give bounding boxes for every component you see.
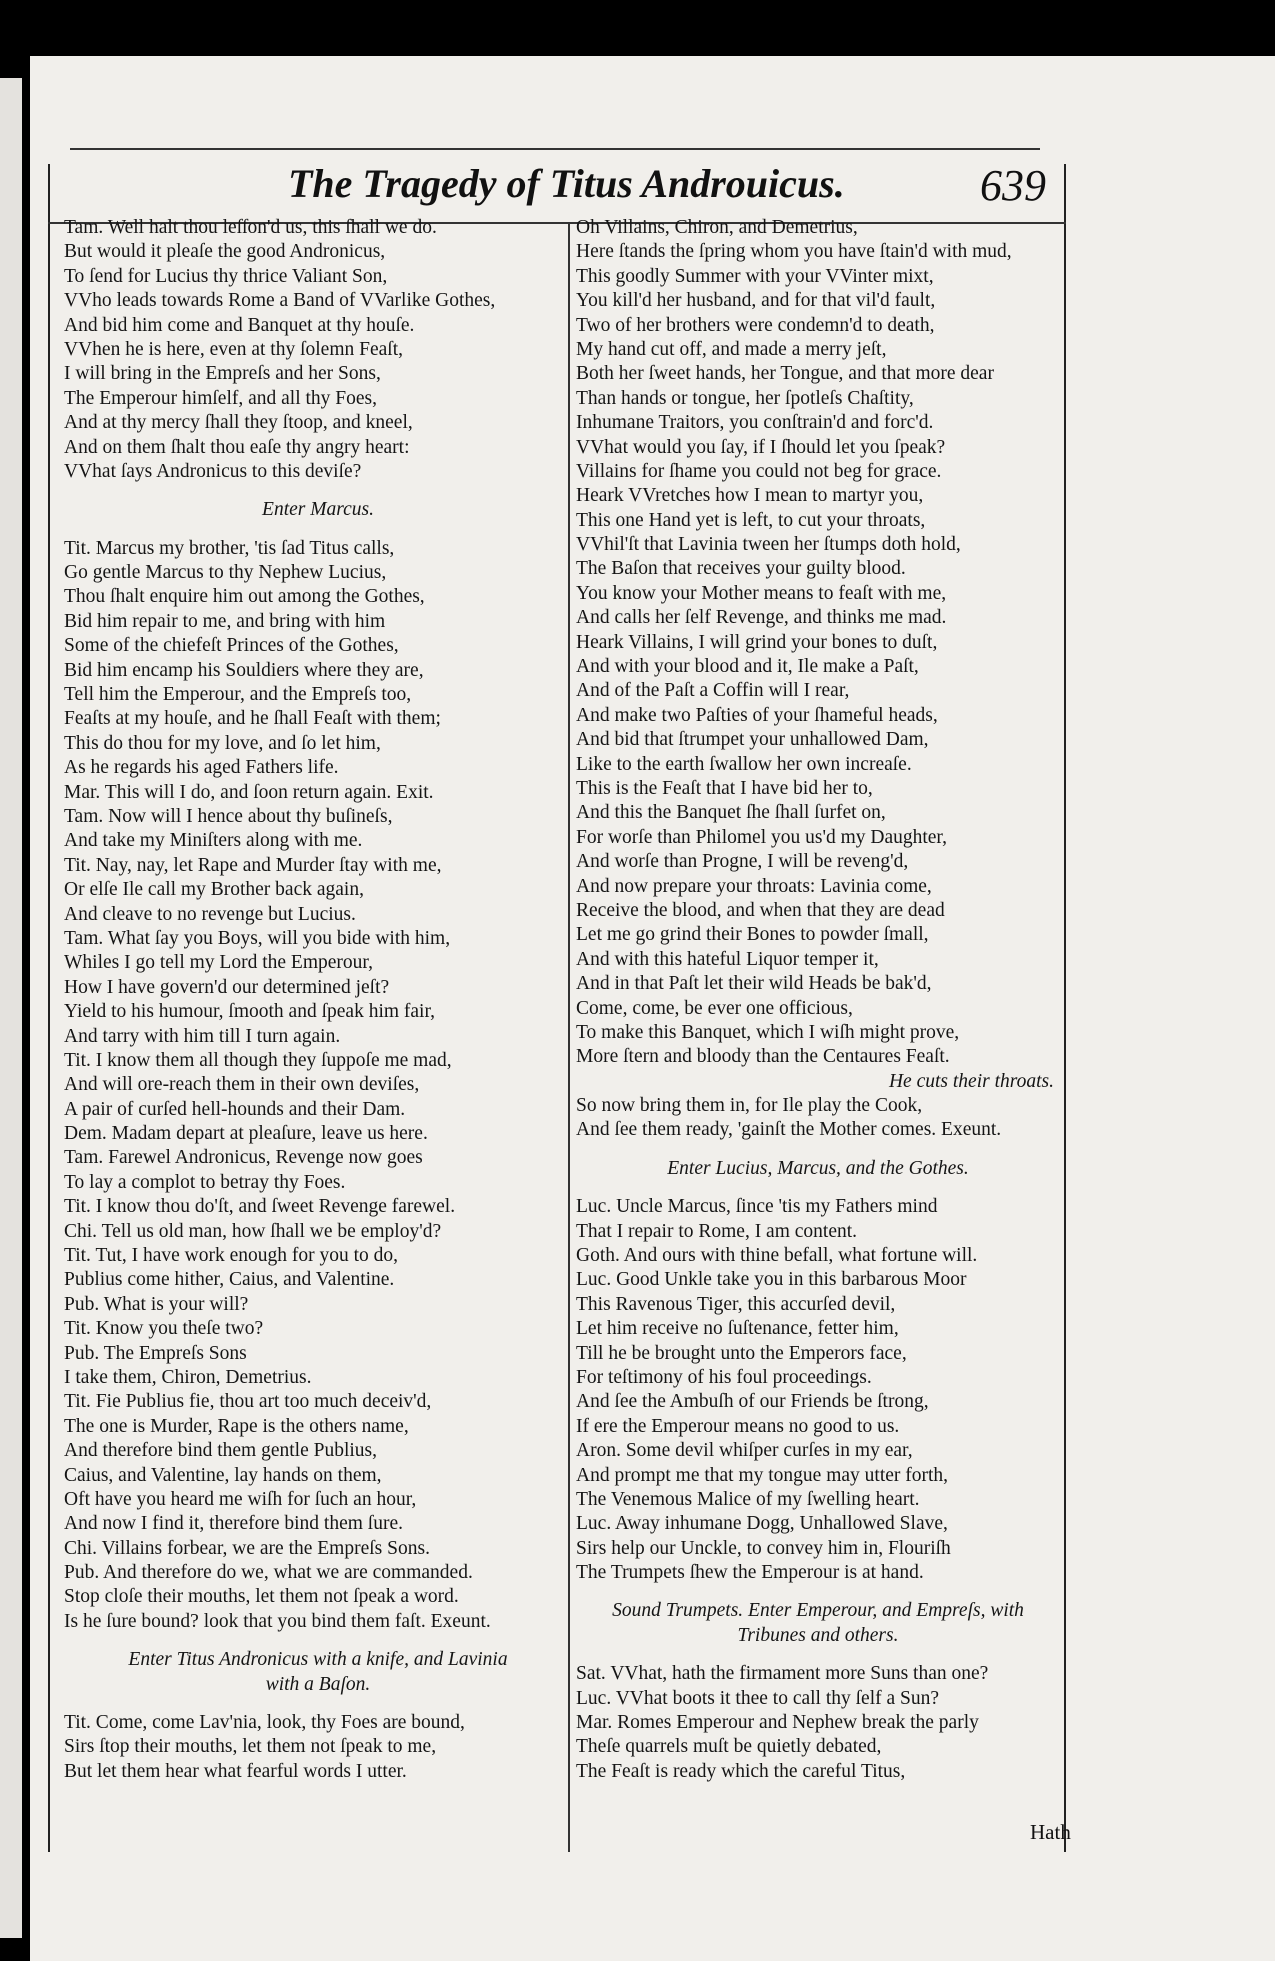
- text-line: And calls her ſelf Revenge, and thinks me mad.: [576, 607, 947, 629]
- text-line: He cuts their throats.: [888, 1070, 1054, 1092]
- text-line: Two of her brothers were condemn'd to death,: [576, 314, 935, 336]
- text-line: Tit. Come, come Lav'nia, look, thy Foes are bound,: [64, 1712, 465, 1734]
- text-line: Come, come, be ever one officious,: [576, 997, 853, 1019]
- text-line: Is he ſure bound? look that you bind them faſt. Exeunt.: [64, 1610, 491, 1632]
- text-line: VVho leads towards Rome a Band of VVarlike Gothes,: [64, 290, 496, 312]
- text-line: This one Hand yet is left, to cut your throats,: [576, 509, 926, 531]
- text-line: A pair of curſed hell-hounds and their Dam.: [64, 1098, 406, 1120]
- stage-direction: Enter Marcus.: [262, 499, 374, 521]
- text-line: Mar. Romes Emperour and Nephew break the parly: [576, 1712, 979, 1734]
- text-line: Tam. Well halt thou leſſon'd us, this ſhall we do.: [64, 217, 437, 238]
- text-line: This goodly Summer with your VVinter mixt,: [576, 265, 934, 287]
- text-line: You know your Mother means to feaſt with me,: [576, 582, 947, 604]
- text-line: Dem. Madam depart at pleaſure, leave us here.: [64, 1123, 428, 1145]
- text-line: Sirs help our Unckle, to convey him in, Flouriſh: [576, 1537, 951, 1559]
- text-line: And at thy mercy ſhall they ſtoop, and kneel,: [64, 412, 413, 434]
- text-line: The Baſon that receives your guilty blood.: [576, 558, 906, 580]
- text-line: Tam. Now will I hence about thy buſineſs,: [64, 805, 393, 827]
- text-line: Whiles I go tell my Lord the Emperour,: [64, 952, 373, 974]
- text-line: And with your blood and it, Ile make a Paſt,: [576, 656, 919, 678]
- text-line: To make this Banquet, which I wiſh might prove,: [576, 1021, 960, 1043]
- text-line: Receive the blood, and when that they are dead: [576, 899, 945, 921]
- text-line: And bid that ſtrumpet your unhallowed Dam,: [576, 729, 929, 751]
- text-line: Than hands or tongue, her ſpotleſs Chaſtity,: [576, 387, 914, 409]
- text-line: Both her ſweet hands, her Tongue, and that more dear: [576, 363, 994, 385]
- text-line: Inhumane Traitors, you conſtrain'd and forc'd.: [576, 412, 934, 434]
- left-text-column: [64, 216, 572, 1784]
- text-line: I will bring in the Empreſs and her Sons,: [64, 363, 381, 385]
- text-line: And bid him come and Banquet at thy houſe.: [64, 314, 415, 336]
- text-line: Let him receive no ſuſtenance, fetter him,: [576, 1318, 899, 1340]
- text-line: You kill'd her husband, and for that vil'd fault,: [576, 290, 936, 312]
- text-line: Sirs ſtop their mouths, let them not ſpeak to me,: [64, 1736, 437, 1758]
- stage-direction: Sound Trumpets. Enter Emperour, and Empreſs, with: [612, 1600, 1024, 1622]
- text-line: And cleave to no revenge but Lucius.: [64, 903, 356, 925]
- running-header: [48, 160, 1066, 220]
- text-line: And now prepare your throats: Lavinia come,: [576, 875, 932, 897]
- text-line: Till he be brought unto the Emperors face,: [576, 1342, 907, 1364]
- text-line: VVhil'ſt that Lavinia tween her ſtumps doth hold,: [576, 534, 961, 556]
- text-line: Tit. I know thou do'ſt, and ſweet Revenge farewel.: [64, 1196, 456, 1218]
- text-line: Some of the chiefeſt Princes of the Gothes,: [64, 635, 399, 657]
- text-line: Stop cloſe their mouths, let them not ſpeak a word.: [64, 1586, 459, 1608]
- text-line: Chi. Tell us old man, how ſhall we be employ'd?: [64, 1220, 442, 1242]
- text-line: Tit. Nay, nay, let Rape and Murder ſtay with me,: [64, 854, 442, 876]
- text-line: Luc. VVhat boots it thee to call thy ſelf a Sun?: [576, 1687, 940, 1709]
- text-line: And prompt me that my tongue may utter forth,: [576, 1464, 949, 1486]
- text-line: As he regards his aged Fathers life.: [64, 757, 339, 779]
- text-line: And take my Miniſters along with me.: [64, 830, 363, 852]
- text-line: And in that Paſt let their wild Heads be bak'd,: [576, 973, 932, 995]
- text-line: Theſe quarrels muſt be quietly debated,: [576, 1736, 882, 1758]
- text-line: I take them, Chiron, Demetrius.: [64, 1366, 312, 1388]
- text-line: Let me go grind their Bones to powder ſmall,: [576, 924, 929, 946]
- text-line: That I repair to Rome, I am content.: [576, 1220, 858, 1242]
- text-line: But let them hear what fearful words I utter.: [64, 1760, 407, 1782]
- text-line: To lay a complot to betray thy Foes.: [64, 1171, 346, 1193]
- text-line: More ſtern and bloody than the Centaures Feaſt.: [576, 1046, 950, 1068]
- stage-direction: Tribunes and others.: [737, 1624, 899, 1646]
- stage-direction: with a Baſon.: [265, 1673, 371, 1695]
- right-text-column: [576, 216, 1060, 1784]
- text-line: Villains for ſhame you could not beg for grace.: [576, 460, 942, 482]
- text-line: Luc. Uncle Marcus, ſince 'tis my Fathers mind: [576, 1196, 938, 1218]
- text-line: Pub. And therefore do we, what we are commanded.: [64, 1562, 473, 1584]
- text-line: Aron. Some devil whiſper curſes in my ear,: [576, 1440, 913, 1462]
- text-line: And make two Paſties of your ſhameful heads,: [576, 704, 938, 726]
- catchword: Hath: [1030, 1820, 1071, 1844]
- text-line: Luc. Away inhumane Dogg, Unhallowed Slave,: [576, 1513, 948, 1535]
- text-line: Feaſts at my houſe, and he ſhall Feaſt with them;: [64, 708, 441, 730]
- text-line: So now bring them in, for Ile play the Cook,: [576, 1095, 923, 1117]
- text-line: Tit. Fie Publius fie, thou art too much deceiv'd,: [64, 1391, 432, 1413]
- text-line: And with this hateful Liquor temper it,: [576, 948, 879, 970]
- running-title: The Tragedy of Titus Androuicus.: [288, 161, 845, 206]
- text-line: To ſend for Lucius thy thrice Valiant Son,: [64, 265, 388, 287]
- text-line: How I have govern'd our determined jeſt?: [64, 976, 390, 998]
- text-line: Caius, and Valentine, lay hands on them,: [64, 1464, 382, 1486]
- text-line: VVhat ſays Andronicus to this deviſe?: [64, 460, 362, 482]
- text-line: Chi. Villains forbear, we are the Empreſs Sons.: [64, 1537, 430, 1559]
- text-line: The one is Murder, Rape is the others name,: [64, 1415, 409, 1437]
- text-line: Oh Villains, Chiron, and Demetrius,: [576, 217, 858, 238]
- text-line: Oft have you heard me wiſh for ſuch an hour,: [64, 1488, 417, 1510]
- text-line: Luc. Good Unkle take you in this barbarous Moor: [576, 1269, 967, 1291]
- text-line: VVhen he is here, even at thy ſolemn Feaſt,: [64, 338, 403, 360]
- text-line: Tam. Farewel Andronicus, Revenge now goes: [64, 1147, 423, 1169]
- text-line: Tit. I know them all though they ſuppoſe me mad,: [64, 1049, 452, 1071]
- text-line: Pub. The Empreſs Sons: [64, 1342, 247, 1364]
- text-line: Here ſtands the ſpring whom you have ſtain'd with mud,: [576, 241, 1012, 263]
- text-line: And of the Paſt a Coffin will I rear,: [576, 680, 850, 702]
- text-line: If ere the Emperour means no good to us.: [576, 1415, 900, 1437]
- text-line: And tarry with him till I turn again.: [64, 1025, 341, 1047]
- top-rule: [70, 148, 1040, 150]
- text-line: My hand cut off, and made a merry jeſt,: [576, 338, 887, 360]
- text-line: Heark VVretches how I mean to martyr you,: [576, 485, 924, 507]
- text-line: And ſee them ready, 'gainſt the Mother comes. Exeunt.: [576, 1119, 1002, 1141]
- text-line: For teſtimony of his foul proceedings.: [576, 1366, 872, 1388]
- text-line: The Venemous Malice of my ſwelling heart.: [576, 1488, 920, 1510]
- text-line: Or elſe Ile call my Brother back again,: [64, 879, 364, 901]
- text-line: Mar. This will I do, and ſoon return again. Exit.: [64, 781, 434, 803]
- text-line: Go gentle Marcus to thy Nephew Lucius,: [64, 562, 387, 584]
- text-line: This do thou for my love, and ſo let him,: [64, 732, 381, 754]
- text-line: And this the Banquet ſhe ſhall ſurfet on,: [576, 802, 886, 824]
- page-number: 639: [980, 161, 1046, 210]
- text-line: And now I find it, therefore bind them ſure.: [64, 1513, 403, 1535]
- text-line: Thou ſhalt enquire him out among the Gothes,: [64, 586, 425, 608]
- text-line: Tit. Tut, I have work enough for you to do,: [64, 1245, 399, 1267]
- text-line: Goth. And ours with thine befall, what fortune will.: [576, 1245, 978, 1267]
- text-line: Tit. Marcus my brother, 'tis ſad Titus calls,: [64, 537, 395, 559]
- text-line: Publius come hither, Caius, and Valentine.: [64, 1269, 395, 1291]
- text-line: Like to the earth ſwallow her own increaſe.: [576, 753, 912, 775]
- text-line: Tit. Know you theſe two?: [64, 1318, 264, 1340]
- text-line: Heark Villains, I will grind your bones to duſt,: [576, 631, 938, 653]
- text-line: And will ore-reach them in their own deviſes,: [64, 1074, 420, 1096]
- text-line: Yield to his humour, ſmooth and ſpeak him fair,: [64, 1001, 436, 1023]
- text-line: Pub. What is your will?: [64, 1293, 249, 1315]
- text-line: Sat. VVhat, hath the firmament more Suns than one?: [576, 1663, 989, 1685]
- text-line: And therefore bind them gentle Publius,: [64, 1440, 378, 1462]
- text-line: But would it pleaſe the good Andronicus,: [64, 241, 386, 263]
- text-line: The Trumpets ſhew the Emperour is at hand.: [576, 1562, 924, 1584]
- text-line: And worſe than Progne, I will be reveng'd,: [576, 851, 909, 873]
- text-line: For worſe than Philomel you us'd my Daughter,: [576, 826, 948, 848]
- text-line: Bid him repair to me, and bring with him: [64, 610, 386, 632]
- text-line: The Emperour himſelf, and all thy Foes,: [64, 387, 378, 409]
- text-line: VVhat would you ſay, if I ſhould let you ſpeak?: [576, 436, 946, 458]
- text-line: And ſee the Ambuſh of our Friends be ſtrong,: [576, 1391, 929, 1413]
- text-line: And on them ſhalt thou eaſe thy angry heart:: [64, 436, 410, 458]
- stage-direction: Enter Lucius, Marcus, and the Gothes.: [667, 1157, 969, 1179]
- text-line: The Feaſt is ready which the careful Titus,: [576, 1760, 906, 1782]
- stage-direction: Enter Titus Andronicus with a knife, and Lavinia: [128, 1649, 508, 1671]
- text-line: This Ravenous Tiger, this accurſed devil,: [576, 1293, 896, 1315]
- text-line: Bid him encamp his Souldiers where they are,: [64, 659, 424, 681]
- text-line: This is the Feaſt that I have bid her to,: [576, 777, 873, 799]
- adjacent-page-edge: [0, 78, 22, 1938]
- text-line: Tell him the Emperour, and the Empreſs too,: [64, 684, 412, 706]
- text-line: Tam. What ſay you Boys, will you bide with him,: [64, 927, 451, 949]
